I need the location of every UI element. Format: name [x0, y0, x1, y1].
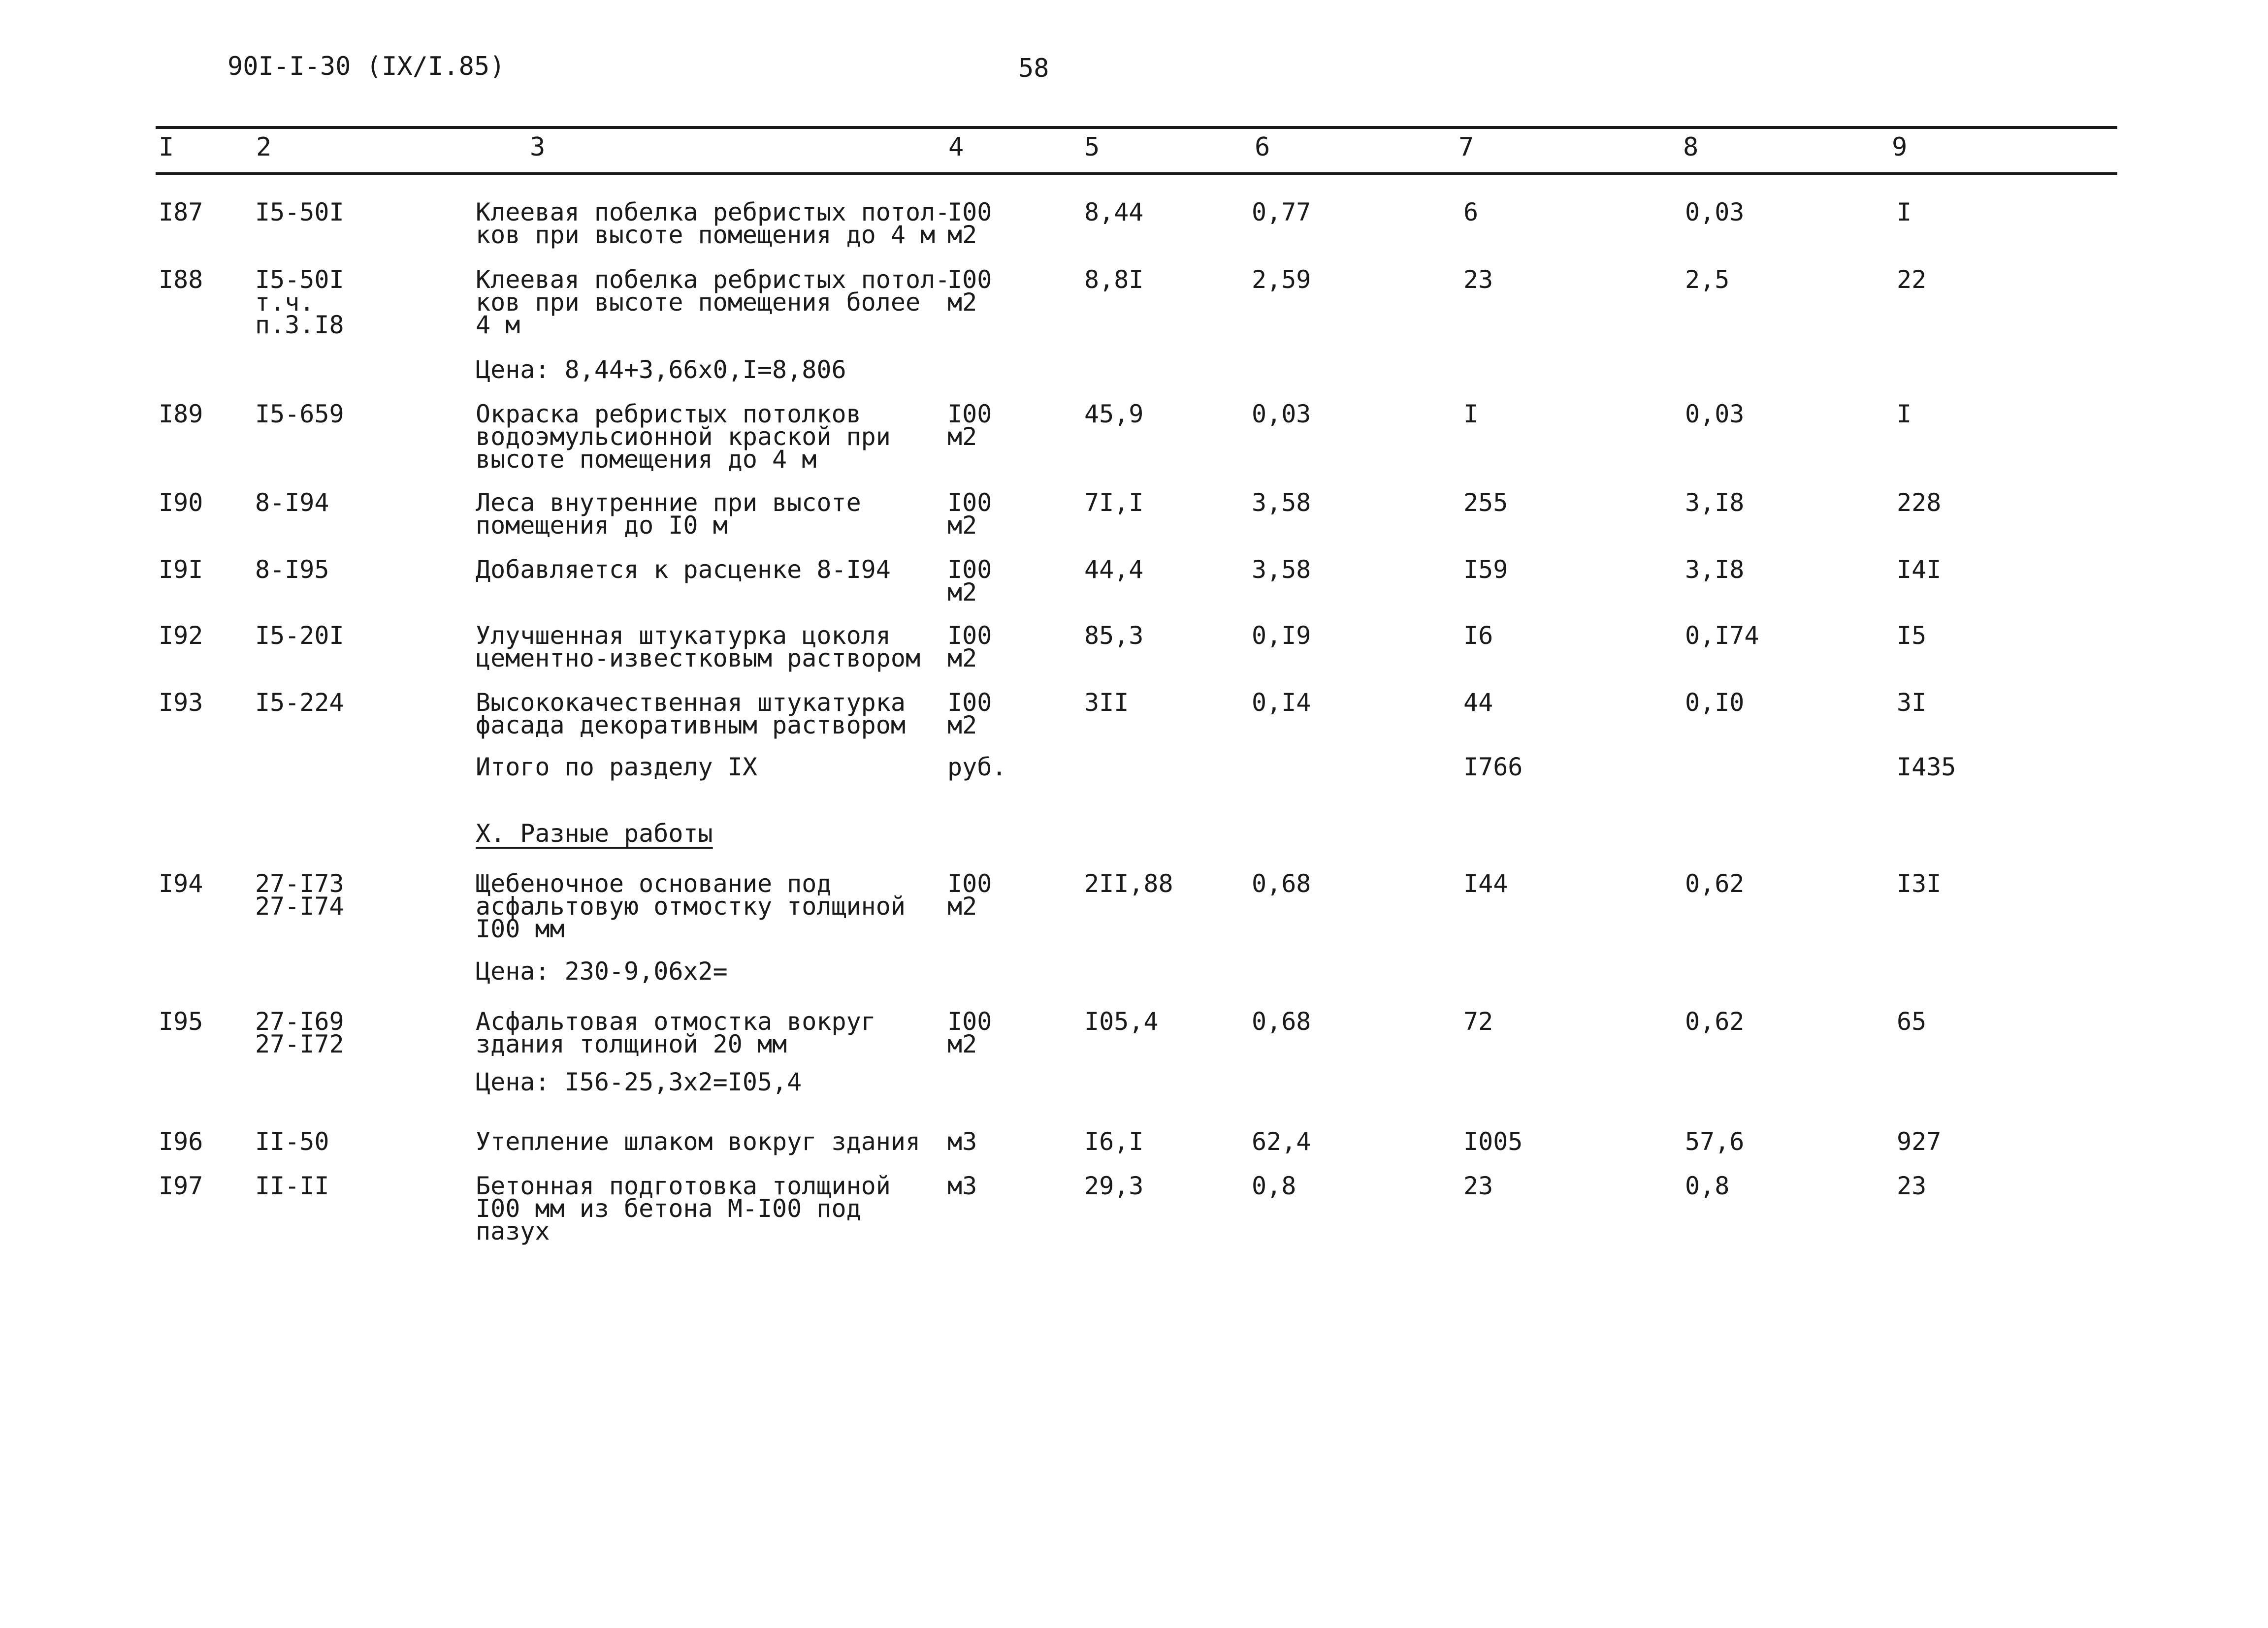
column-header: 5 — [1084, 132, 1100, 162]
rate-code: I5-659 — [255, 400, 344, 428]
cell-col-5: I05,4 — [1084, 1007, 1159, 1036]
price-note: Цена: I56-25,3x2=I05,4 — [476, 1068, 802, 1096]
cell-col-7: 72 — [1463, 1007, 1493, 1036]
unit-of-measure: м2 — [947, 221, 977, 249]
cell-col-6: 3,58 — [1252, 555, 1311, 584]
cell-col-7: 255 — [1463, 488, 1508, 517]
cell-col-9: 228 — [1897, 488, 1942, 517]
unit-of-measure: руб. — [947, 753, 1007, 781]
unit-of-measure: I00 — [947, 688, 992, 717]
unit-of-measure: I00 — [947, 555, 992, 584]
cell-col-9: I5 — [1897, 621, 1927, 650]
rate-code: 8-I94 — [255, 488, 329, 517]
row-number: I93 — [159, 688, 203, 717]
cell-col-9: I — [1897, 198, 1912, 226]
column-header: I — [159, 132, 174, 162]
row-number: I90 — [159, 488, 203, 517]
cell-col-6: 0,I9 — [1252, 621, 1311, 650]
rate-code: II-50 — [255, 1127, 329, 1156]
row-number: I96 — [159, 1127, 203, 1156]
cell-col-6: 0,03 — [1252, 400, 1311, 428]
cell-col-6: 62,4 — [1252, 1127, 1311, 1156]
work-description: 4 м — [476, 311, 520, 339]
rate-code: 27-I73 — [255, 869, 344, 898]
work-description: ков при высоте помещения до 4 м — [476, 221, 936, 249]
cell-col-5: 29,3 — [1084, 1172, 1144, 1200]
work-description: I00 мм — [476, 915, 565, 943]
total-label: Итого по разделу IX — [476, 753, 757, 781]
cell-col-9: 927 — [1897, 1127, 1942, 1156]
row-number: I94 — [159, 869, 203, 898]
cell-col-5: 8,8I — [1084, 265, 1144, 294]
cell-col-9: I435 — [1897, 753, 1956, 781]
cell-col-6: 0,I4 — [1252, 688, 1311, 717]
unit-of-measure: I00 — [947, 869, 992, 898]
cell-col-9: 23 — [1897, 1172, 1927, 1200]
unit-of-measure: I00 — [947, 488, 992, 517]
price-note: Цена: 8,44+3,66x0,I=8,806 — [476, 355, 846, 384]
unit-of-measure: м3 — [947, 1127, 977, 1156]
rate-code: I5-50I — [255, 265, 344, 294]
work-description: Клеевая побелка ребристых потол- — [476, 198, 950, 226]
cell-col-7: I005 — [1463, 1127, 1523, 1156]
cell-col-7: I — [1463, 400, 1479, 428]
cell-col-8: 3,I8 — [1685, 555, 1745, 584]
row-number: I95 — [159, 1007, 203, 1036]
work-description: Клеевая побелка ребристых потол- — [476, 265, 950, 294]
work-description: Утепление шлаком вокруг здания — [476, 1127, 921, 1156]
unit-of-measure: м2 — [947, 1030, 977, 1058]
rate-code: I5-20I — [255, 621, 344, 650]
work-description: водоэмульсионной краской при — [476, 422, 891, 451]
cell-col-8: 0,03 — [1685, 400, 1745, 428]
rate-code: I5-50I — [255, 198, 344, 226]
cell-col-5: 3II — [1084, 688, 1129, 717]
rate-code: т.ч. — [255, 288, 315, 317]
unit-of-measure: м2 — [947, 711, 977, 739]
rate-code: II-II — [255, 1172, 329, 1200]
row-number: I88 — [159, 265, 203, 294]
rate-code: 27-I74 — [255, 892, 344, 921]
column-header: 9 — [1892, 132, 1908, 162]
work-description: цементно-известковым раствором — [476, 644, 921, 672]
work-description: асфальтовую отмостку толщиной — [476, 892, 906, 921]
unit-of-measure: м2 — [947, 288, 977, 317]
cell-col-8: 3,I8 — [1685, 488, 1745, 517]
cell-col-8: 0,I0 — [1685, 688, 1745, 717]
cell-col-8: 0,03 — [1685, 198, 1745, 226]
cell-col-9: I4I — [1897, 555, 1942, 584]
unit-of-measure: I00 — [947, 198, 992, 226]
row-number: I97 — [159, 1172, 203, 1200]
unit-of-measure: I00 — [947, 265, 992, 294]
page-number: 58 — [1018, 54, 1049, 83]
column-header: 6 — [1255, 132, 1270, 162]
cell-col-6: 2,59 — [1252, 265, 1311, 294]
top-rule — [156, 126, 2117, 129]
work-description: здания толщиной 20 мм — [476, 1030, 787, 1058]
cell-col-6: 0,68 — [1252, 869, 1311, 898]
row-number: I89 — [159, 400, 203, 428]
cell-col-5: 45,9 — [1084, 400, 1144, 428]
work-description: фасада декоративным раствором — [476, 711, 906, 739]
cell-col-9: 22 — [1897, 265, 1927, 294]
cell-col-6: 0,77 — [1252, 198, 1311, 226]
work-description: высоте помещения до 4 м — [476, 445, 817, 474]
rate-code: I5-224 — [255, 688, 344, 717]
unit-of-measure: м2 — [947, 892, 977, 921]
cell-col-9: 65 — [1897, 1007, 1927, 1036]
column-header: 2 — [256, 132, 272, 162]
unit-of-measure: м3 — [947, 1172, 977, 1200]
column-header: 4 — [948, 132, 964, 162]
cell-col-9: 3I — [1897, 688, 1927, 717]
header-rule — [156, 172, 2117, 175]
work-description: Асфальтовая отмостка вокруг — [476, 1007, 876, 1036]
work-description: ков при высоте помещения более — [476, 288, 921, 317]
cell-col-8: 0,62 — [1685, 1007, 1745, 1036]
unit-of-measure: м2 — [947, 422, 977, 451]
cell-col-7: I6 — [1463, 621, 1493, 650]
doc-code: 90I-I-30 (IX/I.85) — [227, 52, 505, 81]
cell-col-7: 23 — [1463, 1172, 1493, 1200]
work-description: Леса внутренние при высоте — [476, 488, 861, 517]
work-description: I00 мм из бетона М-I00 под — [476, 1194, 861, 1223]
unit-of-measure: I00 — [947, 1007, 992, 1036]
cell-col-6: 3,58 — [1252, 488, 1311, 517]
cell-col-7: 6 — [1463, 198, 1479, 226]
unit-of-measure: м2 — [947, 578, 977, 607]
work-description: пазух — [476, 1217, 550, 1245]
row-number: I92 — [159, 621, 203, 650]
cell-col-8: 0,I74 — [1685, 621, 1759, 650]
cell-col-7: 44 — [1463, 688, 1493, 717]
work-description: Бетонная подготовка толщиной — [476, 1172, 891, 1200]
cell-col-5: 44,4 — [1084, 555, 1144, 584]
column-header: 8 — [1683, 132, 1699, 162]
unit-of-measure: м2 — [947, 511, 977, 540]
cell-col-8: 0,62 — [1685, 869, 1745, 898]
cell-col-5: 2II,88 — [1084, 869, 1173, 898]
rate-code: п.3.I8 — [255, 311, 344, 339]
cell-col-9: I — [1897, 400, 1912, 428]
work-description: Окраска ребристых потолков — [476, 400, 861, 428]
row-number: I9I — [159, 555, 203, 584]
rate-code: 8-I95 — [255, 555, 329, 584]
cell-col-5: I6,I — [1084, 1127, 1144, 1156]
unit-of-measure: I00 — [947, 400, 992, 428]
price-note: Цена: 230-9,06x2= — [476, 957, 728, 986]
cell-col-7: 23 — [1463, 265, 1493, 294]
cell-col-7: I59 — [1463, 555, 1508, 584]
cell-col-5: 8,44 — [1084, 198, 1144, 226]
cell-col-6: 0,8 — [1252, 1172, 1296, 1200]
work-description: Щебеночное основание под — [476, 869, 832, 898]
rate-code: 27-I72 — [255, 1030, 344, 1058]
cell-col-8: 57,6 — [1685, 1127, 1745, 1156]
column-header: 7 — [1458, 132, 1474, 162]
unit-of-measure: I00 — [947, 621, 992, 650]
work-description: помещения до I0 м — [476, 511, 728, 540]
cell-col-9: I3I — [1897, 869, 1942, 898]
column-header: 3 — [530, 132, 546, 162]
row-number: I87 — [159, 198, 203, 226]
work-description: Улучшенная штукатурка цоколя — [476, 621, 891, 650]
cell-col-7: I44 — [1463, 869, 1508, 898]
cell-col-7: I766 — [1463, 753, 1523, 781]
rate-code: 27-I69 — [255, 1007, 344, 1036]
work-description: Высококачественная штукатурка — [476, 688, 906, 717]
cell-col-6: 0,68 — [1252, 1007, 1311, 1036]
cell-col-5: 85,3 — [1084, 621, 1144, 650]
cell-col-5: 7I,I — [1084, 488, 1144, 517]
cell-col-8: 2,5 — [1685, 265, 1730, 294]
cell-col-8: 0,8 — [1685, 1172, 1730, 1200]
work-description: Добавляется к расценке 8-I94 — [476, 555, 891, 584]
section-heading: X. Разные работы — [476, 819, 713, 848]
unit-of-measure: м2 — [947, 644, 977, 672]
